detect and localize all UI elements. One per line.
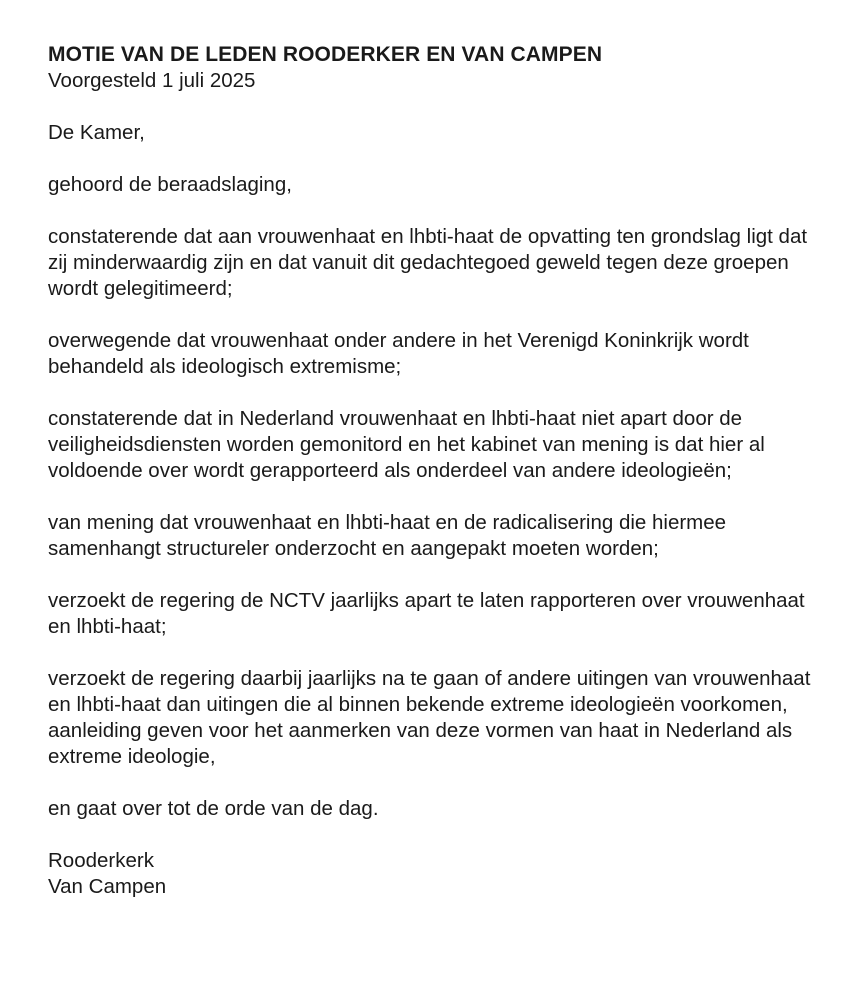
proposal-date: Voorgesteld 1 juli 2025 <box>48 69 256 92</box>
signatory-name: Rooderkerk <box>48 849 154 872</box>
paragraph-addressee: De Kamer, <box>48 121 145 144</box>
paragraph-closing: en gaat over tot de orde van de dag. <box>48 797 379 820</box>
document-title: MOTIE VAN DE LEDEN ROODERKER EN VAN CAMPEN <box>48 43 603 66</box>
paragraph-constaterende-1: constaterende dat aan vrouwenhaat en lhbti-haat de opvatting ten grondslag ligt dat zij minderwaardig zijn en dat vanuit dit gedachtegoed geweld tegen deze groepen wordt gelegitimeerd; <box>48 225 808 300</box>
paragraph-deliberation: gehoord de beraadslaging, <box>48 173 292 196</box>
paragraph-constaterende-2: constaterende dat in Nederland vrouwenhaat en lhbti-haat niet apart door de veiligheidsdiensten worden gemonitord en het kabinet van mening is dat hier al voldoende over wordt gerapporteerd als onderdeel van andere ideologieën; <box>48 407 765 482</box>
paragraph-van-mening: van mening dat vrouwenhaat en lhbti-haat en de radicalisering die hiermee samenhangt structureler onderzocht en aangepakt moeten worden; <box>48 511 727 560</box>
paragraph-overwegende: overwegende dat vrouwenhaat onder andere in het Verenigd Koninkrijk wordt behandeld als ideologisch extremisme; <box>48 329 749 378</box>
signatory-name: Van Campen <box>48 875 167 898</box>
paragraph-verzoekt-2: verzoekt de regering daarbij jaarlijks na te gaan of andere uitingen van vrouwenhaat en lhbti-haat dan uitingen die al binnen bekende extreme ideologieën voorkomen, aanleiding geven voor het aanmerken van deze vormen van haat in Nederland als extreme ideologie, <box>48 667 811 768</box>
motion-document <box>48 42 828 900</box>
paragraph-verzoekt-1: verzoekt de regering de NCTV jaarlijks apart te laten rapporteren over vrouwenhaat en lhbti-haat; <box>48 589 805 638</box>
